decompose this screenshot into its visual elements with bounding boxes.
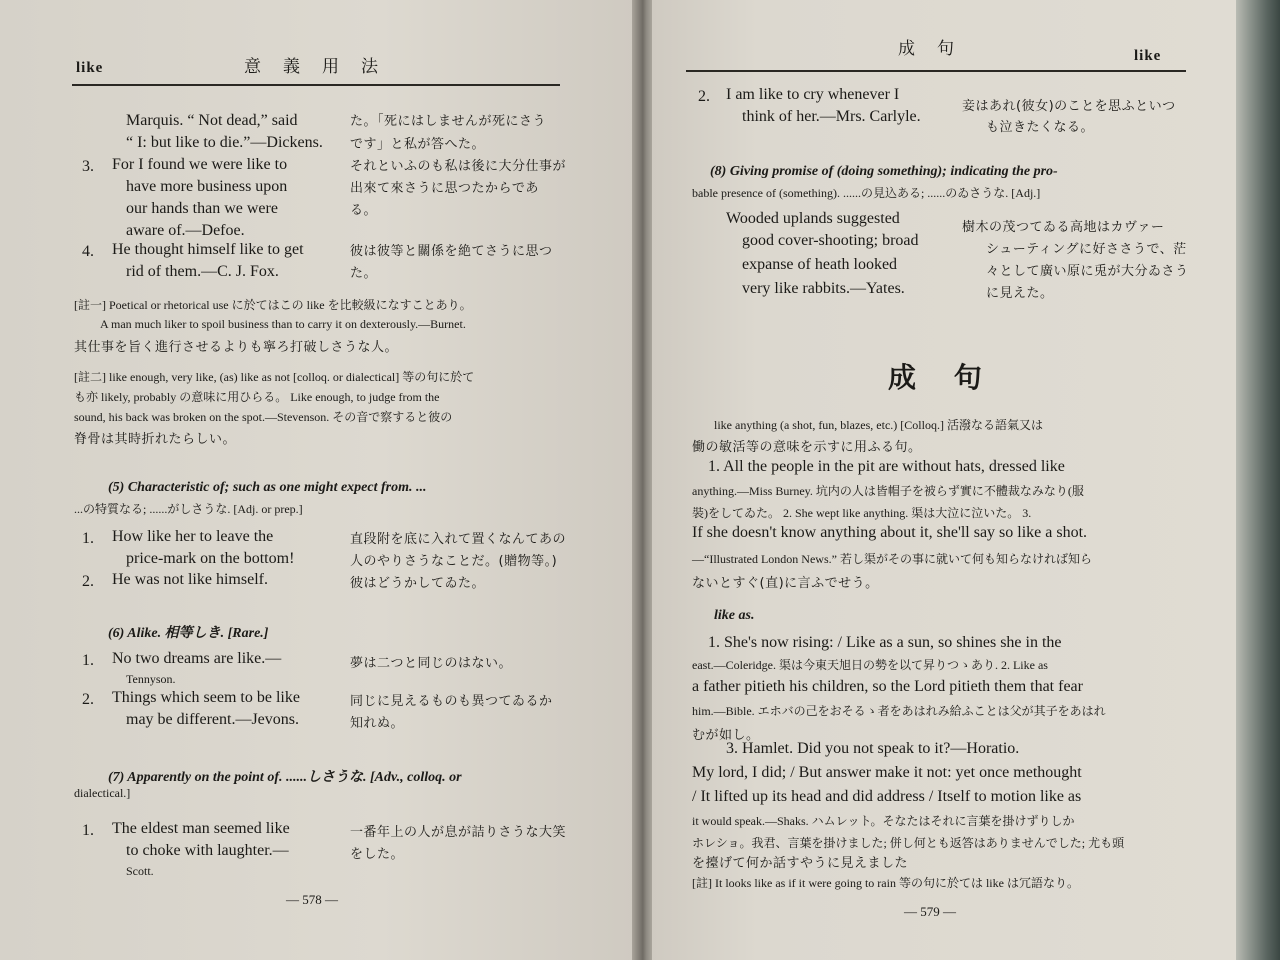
text-line: Wooded uplands suggested bbox=[726, 210, 900, 227]
text-line: 出來て來さうに思つたからであ bbox=[350, 181, 539, 196]
right-page bbox=[652, 0, 1238, 960]
text-line: [註一] Poetical or rhetorical use に於てはこの like を比較級になすことあり。 bbox=[74, 298, 472, 312]
text-line: 1. She's now rising: / Like as a sun, so shines she in the bbox=[708, 634, 1062, 651]
text-line: 彼は彼等と關係を絶てさうに思つ bbox=[350, 244, 553, 259]
text-line: た。「死にはしませんが死にさう bbox=[350, 114, 547, 129]
text-line: Tennyson. bbox=[126, 672, 176, 686]
text-line: をした。 bbox=[350, 847, 405, 862]
text-line: 4. bbox=[82, 243, 94, 260]
text-line: [註] It looks like as if it were going to rain 等の句に於ては like は冗語なり。 bbox=[692, 876, 1079, 890]
text-line: ないとすぐ(直)に言ふでせう。 bbox=[692, 576, 879, 591]
text-line: My lord, I did; / But answer make it not: yet once methought bbox=[692, 764, 1082, 781]
text-line: 1. bbox=[82, 822, 94, 839]
text-line: The eldest man seemed like bbox=[112, 820, 290, 837]
text-line: How like her to leave the bbox=[112, 528, 274, 545]
text-line: like as. bbox=[714, 608, 755, 623]
text-line: a father pitieth his children, so the Lord pitieth them that fear bbox=[692, 678, 1083, 695]
text-line: 樹木の茂つてゐる高地はカヴァー bbox=[962, 220, 1165, 235]
text-line: た。 bbox=[350, 266, 378, 281]
text-line: 1. bbox=[82, 530, 94, 547]
text-line: east.—Coleridge. 渠は今東天旭日の勢を以て昇りつゝあり. 2. Like as bbox=[692, 658, 1048, 672]
text-line: aware of.—Defoe. bbox=[126, 222, 245, 239]
left-page bbox=[0, 0, 636, 960]
text-line: 其仕事を旨く進行させるよりも寧ろ打破しさうな人。 bbox=[74, 340, 399, 355]
page-number: — 579 — bbox=[904, 904, 956, 919]
text-line: も亦 likely, probably の意味に用ひらる。 Like enough, to judge from the bbox=[74, 390, 440, 404]
text-line: to choke with laughter.— bbox=[126, 842, 289, 859]
text-line: rid of them.—C. J. Fox. bbox=[126, 263, 279, 280]
header-title: 成句 bbox=[898, 39, 976, 59]
text-line: No two dreams are like.— bbox=[112, 650, 282, 667]
page-number: — 578 — bbox=[286, 892, 338, 907]
text-line: 知れぬ。 bbox=[350, 716, 405, 731]
text-line: 人のやりさうなことだ。(贈物等。) bbox=[350, 554, 558, 569]
text-line: 裝)をしてゐた。 2. She wept like anything. 渠は大泣に泣いた。 3. bbox=[692, 506, 1032, 520]
text-line: むが如し。 bbox=[692, 728, 760, 743]
text-line: 3. bbox=[82, 158, 94, 175]
text-line: ...の特質なる; ......がしさうな. [Adj. or prep.] bbox=[74, 502, 303, 516]
header-title: 意義用法 bbox=[244, 57, 400, 77]
text-line: He thought himself like to get bbox=[112, 241, 304, 258]
text-line: it would speak.—Shaks. ハムレット。そなたはそれに言葉を掛けずりしか bbox=[692, 814, 1075, 828]
text-line: A man much liker to spoil business than to carry it on dexterously.—Burnet. bbox=[100, 317, 466, 331]
text-line: have more business upon bbox=[126, 178, 288, 195]
text-line: (6) Alike. 相等しき. [Rare.] bbox=[108, 626, 269, 641]
text-line: For I found we were like to bbox=[112, 156, 288, 173]
header-keyword: like bbox=[1134, 48, 1162, 64]
text-line: 脊骨は其時折れたらしい。 bbox=[74, 432, 237, 447]
text-line: expanse of heath looked bbox=[742, 256, 898, 273]
text-line: bable presence of (something). ......の見込ある; ......のゐさうな. [Adj.] bbox=[692, 186, 1041, 200]
text-line: (7) Apparently on the point of. ......しさうな. [Adv., colloq. or bbox=[108, 770, 462, 785]
text-line: シューティングに好ささうで、茫 bbox=[986, 242, 1187, 257]
text-line: dialectical.] bbox=[74, 786, 131, 800]
text-line: him.—Bible. エホバの己をおそるゝ者をあはれみ給ふことは父が其子をあはれ bbox=[692, 704, 1106, 718]
text-line: may be different.—Jevons. bbox=[126, 711, 299, 728]
text-line: —“Illustrated London News.” 若し渠がその事に就いて何も知らなければ知ら bbox=[692, 552, 1092, 566]
header-keyword: like bbox=[76, 60, 104, 76]
text-line: our hands than we were bbox=[126, 200, 278, 217]
text-line: それといふのも私は後に大分仕事が bbox=[350, 159, 567, 174]
text-line: 2. bbox=[82, 691, 94, 708]
book-cover-edge bbox=[1236, 0, 1280, 960]
header-rule bbox=[72, 84, 560, 86]
text-line: 妾はあれ(彼女)のことを思ふといつ bbox=[962, 99, 1176, 114]
text-line: 2. bbox=[82, 573, 94, 590]
text-line: [註二] like enough, very like, (as) like as not [colloq. or dialectical] 等の句に於て bbox=[74, 370, 475, 384]
text-line: る。 bbox=[350, 203, 378, 218]
text-line: good cover-shooting; broad bbox=[742, 232, 919, 249]
text-line: He was not like himself. bbox=[112, 571, 268, 588]
text-line: “ I: but like to die.”—Dickens. bbox=[126, 134, 323, 151]
text-line: 成 句 bbox=[888, 361, 996, 394]
text-line: ホレショ。我君、言葉を掛けました; 併し何とも返答はありませんでした; 尤も頭 bbox=[692, 836, 1125, 850]
header-rule bbox=[686, 70, 1186, 72]
text-line: I am like to cry whenever I bbox=[726, 86, 900, 103]
text-line: 彼はどうかしてゐた。 bbox=[350, 576, 486, 591]
text-line: If she doesn't know anything about it, she'll say so like a shot. bbox=[692, 524, 1088, 541]
text-line: 2. bbox=[698, 88, 710, 105]
text-line: 一番年上の人が息が詰りさうな大笑 bbox=[350, 825, 567, 840]
text-line: 働の敏活等の意味を示すに用ふる句。 bbox=[692, 440, 922, 455]
text-line: (5) Characteristic of; such as one might expect from. ... bbox=[108, 480, 427, 495]
text-line: like anything (a shot, fun, blazes, etc.) [Colloq.] 活潑なる語氣又は bbox=[714, 418, 1043, 432]
text-line: 々として廣い原に兎が大分ゐさう bbox=[986, 264, 1189, 279]
text-line: (8) Giving promise of (doing something); indicating the pro- bbox=[710, 164, 1058, 179]
text-line: を擡げて何か話すやうに見えました bbox=[692, 856, 909, 871]
text-line: 夢は二つと同じのはない。 bbox=[350, 656, 513, 671]
text-line: Things which seem to be like bbox=[112, 689, 300, 706]
text-line: think of her.—Mrs. Carlyle. bbox=[742, 108, 921, 125]
text-line: price-mark on the bottom! bbox=[126, 550, 295, 567]
text-line: 直段附を底に入れて置くなんてあの bbox=[350, 532, 567, 547]
text-line: Scott. bbox=[126, 864, 154, 878]
text-line: です」と私が答へた。 bbox=[350, 137, 486, 152]
text-line: / It lifted up its head and did address / Itself to motion like as bbox=[692, 788, 1082, 805]
text-line: 1. All the people in the pit are without hats, dressed like bbox=[708, 458, 1065, 475]
text-line: anything.—Miss Burney. 坑内の人は皆帽子を被らず實に不體裁なみなり(服 bbox=[692, 484, 1084, 498]
text-line: も泣きたくなる。 bbox=[986, 120, 1095, 135]
text-line: 同じに見えるものも異つてゐるか bbox=[350, 694, 553, 709]
text-line: sound, his back was broken on the spot.—Stevenson. その音で察すると彼の bbox=[74, 410, 453, 424]
text-line: に見えた。 bbox=[986, 286, 1054, 301]
text-line: Marquis. “ Not dead,” said bbox=[126, 112, 298, 129]
text-line: very like rabbits.—Yates. bbox=[742, 280, 905, 297]
text-line: 3. Hamlet. Did you not speak to it?—Horatio. bbox=[726, 740, 1020, 757]
text-line: 1. bbox=[82, 652, 94, 669]
